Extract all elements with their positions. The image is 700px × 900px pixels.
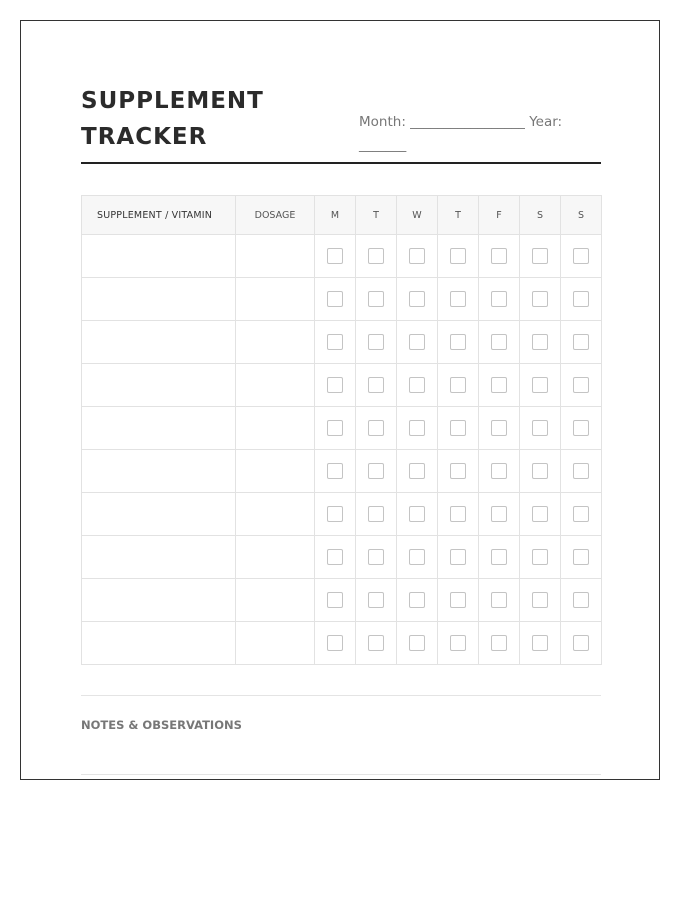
day-cell xyxy=(520,493,561,536)
supplement-cell[interactable] xyxy=(82,364,236,407)
day-cell xyxy=(479,579,520,622)
day-checkbox[interactable] xyxy=(368,377,384,393)
day-checkbox[interactable] xyxy=(573,549,589,565)
day-checkbox[interactable] xyxy=(327,549,343,565)
day-cell xyxy=(520,235,561,278)
column-header-supplement: SUPPLEMENT / VITAMIN xyxy=(82,196,236,235)
day-checkbox[interactable] xyxy=(532,248,548,264)
table-row xyxy=(82,278,602,321)
supplement-cell[interactable] xyxy=(82,579,236,622)
dosage-cell[interactable] xyxy=(236,536,315,579)
day-checkbox[interactable] xyxy=(409,592,425,608)
column-header-day: T xyxy=(356,196,397,235)
supplement-cell[interactable] xyxy=(82,622,236,665)
day-cell xyxy=(356,622,397,665)
day-checkbox[interactable] xyxy=(491,592,507,608)
notes-label: NOTES & OBSERVATIONS xyxy=(81,718,242,732)
day-cell xyxy=(397,579,438,622)
supplement-cell[interactable] xyxy=(82,235,236,278)
table-row xyxy=(82,235,602,278)
day-checkbox[interactable] xyxy=(409,549,425,565)
day-cell xyxy=(520,321,561,364)
day-checkbox[interactable] xyxy=(327,592,343,608)
day-cell xyxy=(479,450,520,493)
day-checkbox[interactable] xyxy=(327,291,343,307)
day-checkbox[interactable] xyxy=(573,248,589,264)
day-cell xyxy=(561,579,602,622)
table-row xyxy=(82,364,602,407)
day-cell xyxy=(479,407,520,450)
day-cell xyxy=(315,321,356,364)
day-checkbox[interactable] xyxy=(327,506,343,522)
day-checkbox[interactable] xyxy=(573,377,589,393)
day-checkbox[interactable] xyxy=(491,334,507,350)
day-cell xyxy=(356,579,397,622)
heading-divider xyxy=(81,162,601,164)
day-checkbox[interactable] xyxy=(368,592,384,608)
dosage-cell[interactable] xyxy=(236,407,315,450)
day-checkbox[interactable] xyxy=(573,635,589,651)
day-checkbox[interactable] xyxy=(368,635,384,651)
day-cell xyxy=(356,536,397,579)
day-cell xyxy=(397,493,438,536)
day-cell xyxy=(561,450,602,493)
day-checkbox[interactable] xyxy=(532,334,548,350)
day-cell xyxy=(315,235,356,278)
day-checkbox[interactable] xyxy=(368,334,384,350)
tracker-sheet xyxy=(20,20,660,780)
column-header-day: S xyxy=(520,196,561,235)
day-checkbox[interactable] xyxy=(409,334,425,350)
day-cell xyxy=(397,407,438,450)
day-checkbox[interactable] xyxy=(573,506,589,522)
day-checkbox[interactable] xyxy=(532,549,548,565)
dosage-cell[interactable] xyxy=(236,579,315,622)
day-checkbox[interactable] xyxy=(573,420,589,436)
dosage-cell[interactable] xyxy=(236,622,315,665)
day-cell xyxy=(438,536,479,579)
day-checkbox[interactable] xyxy=(491,291,507,307)
supplement-cell[interactable] xyxy=(82,278,236,321)
supplement-cell[interactable] xyxy=(82,493,236,536)
day-cell xyxy=(561,364,602,407)
column-header-dosage: DOSAGE xyxy=(236,196,315,235)
day-checkbox[interactable] xyxy=(491,377,507,393)
day-cell xyxy=(356,493,397,536)
day-checkbox[interactable] xyxy=(327,635,343,651)
day-cell xyxy=(315,364,356,407)
day-cell xyxy=(397,536,438,579)
day-checkbox[interactable] xyxy=(450,377,466,393)
day-cell xyxy=(397,364,438,407)
day-cell xyxy=(561,622,602,665)
day-checkbox[interactable] xyxy=(409,463,425,479)
day-checkbox[interactable] xyxy=(368,506,384,522)
day-cell xyxy=(561,493,602,536)
table-row xyxy=(82,407,602,450)
month-year-field[interactable]: Month: _________________ Year: _______ xyxy=(359,114,563,153)
day-cell xyxy=(438,278,479,321)
day-cell xyxy=(479,622,520,665)
day-cell xyxy=(356,278,397,321)
column-header-day: S xyxy=(561,196,602,235)
day-cell xyxy=(438,493,479,536)
day-checkbox[interactable] xyxy=(368,420,384,436)
day-checkbox[interactable] xyxy=(450,334,466,350)
day-cell xyxy=(315,536,356,579)
day-checkbox[interactable] xyxy=(491,248,507,264)
day-checkbox[interactable] xyxy=(532,377,548,393)
day-cell xyxy=(561,235,602,278)
day-cell xyxy=(397,450,438,493)
day-cell xyxy=(520,278,561,321)
column-header-day: T xyxy=(438,196,479,235)
table-row xyxy=(82,493,602,536)
day-checkbox[interactable] xyxy=(409,248,425,264)
day-cell xyxy=(479,321,520,364)
supplement-cell[interactable] xyxy=(82,450,236,493)
day-checkbox[interactable] xyxy=(573,334,589,350)
day-checkbox[interactable] xyxy=(409,291,425,307)
day-cell xyxy=(561,321,602,364)
day-cell xyxy=(520,407,561,450)
day-checkbox[interactable] xyxy=(409,506,425,522)
day-cell xyxy=(520,450,561,493)
column-header-day: F xyxy=(479,196,520,235)
day-checkbox[interactable] xyxy=(327,248,343,264)
day-checkbox[interactable] xyxy=(327,377,343,393)
dosage-cell[interactable] xyxy=(236,493,315,536)
dosage-cell[interactable] xyxy=(236,364,315,407)
notes-divider-top xyxy=(81,695,601,696)
dosage-cell[interactable] xyxy=(236,450,315,493)
day-checkbox[interactable] xyxy=(327,463,343,479)
supplement-cell[interactable] xyxy=(82,321,236,364)
table-row xyxy=(82,321,602,364)
day-checkbox[interactable] xyxy=(368,549,384,565)
day-cell xyxy=(356,235,397,278)
day-checkbox[interactable] xyxy=(491,463,507,479)
day-checkbox[interactable] xyxy=(450,291,466,307)
day-cell xyxy=(561,407,602,450)
day-checkbox[interactable] xyxy=(409,635,425,651)
day-checkbox[interactable] xyxy=(532,506,548,522)
table-body xyxy=(82,235,602,665)
table-row xyxy=(82,622,602,665)
day-cell xyxy=(315,622,356,665)
day-checkbox[interactable] xyxy=(491,420,507,436)
dosage-cell[interactable] xyxy=(236,321,315,364)
column-header-day: W xyxy=(397,196,438,235)
day-checkbox[interactable] xyxy=(450,248,466,264)
day-cell xyxy=(561,278,602,321)
day-cell xyxy=(561,536,602,579)
day-cell xyxy=(479,493,520,536)
supplement-cell[interactable] xyxy=(82,407,236,450)
day-cell xyxy=(438,235,479,278)
day-cell xyxy=(479,278,520,321)
notes-divider-bottom[interactable] xyxy=(81,774,601,775)
day-checkbox[interactable] xyxy=(532,635,548,651)
day-checkbox[interactable] xyxy=(409,420,425,436)
day-cell xyxy=(356,450,397,493)
day-cell xyxy=(438,364,479,407)
table-row xyxy=(82,579,602,622)
day-checkbox[interactable] xyxy=(409,377,425,393)
day-checkbox[interactable] xyxy=(532,291,548,307)
day-cell xyxy=(520,622,561,665)
day-checkbox[interactable] xyxy=(532,463,548,479)
day-checkbox[interactable] xyxy=(450,592,466,608)
day-cell xyxy=(315,579,356,622)
day-checkbox[interactable] xyxy=(532,420,548,436)
day-cell xyxy=(356,407,397,450)
day-checkbox[interactable] xyxy=(532,592,548,608)
day-checkbox[interactable] xyxy=(491,549,507,565)
day-checkbox[interactable] xyxy=(368,463,384,479)
day-checkbox[interactable] xyxy=(327,420,343,436)
day-checkbox[interactable] xyxy=(368,248,384,264)
day-cell xyxy=(438,450,479,493)
day-checkbox[interactable] xyxy=(450,463,466,479)
day-cell xyxy=(356,321,397,364)
day-cell xyxy=(438,579,479,622)
day-checkbox[interactable] xyxy=(450,635,466,651)
table-row xyxy=(82,450,602,493)
day-cell xyxy=(397,321,438,364)
column-header-day: M xyxy=(315,196,356,235)
day-cell xyxy=(315,407,356,450)
day-checkbox[interactable] xyxy=(491,635,507,651)
day-checkbox[interactable] xyxy=(573,463,589,479)
day-cell xyxy=(479,364,520,407)
day-cell xyxy=(315,278,356,321)
day-cell xyxy=(438,622,479,665)
day-cell xyxy=(479,536,520,579)
day-cell xyxy=(356,364,397,407)
day-checkbox[interactable] xyxy=(368,291,384,307)
supplement-cell[interactable] xyxy=(82,536,236,579)
day-checkbox[interactable] xyxy=(450,420,466,436)
dosage-cell[interactable] xyxy=(236,235,315,278)
day-cell xyxy=(315,450,356,493)
dosage-cell[interactable] xyxy=(236,278,315,321)
table-row xyxy=(82,536,602,579)
day-cell xyxy=(520,536,561,579)
day-cell xyxy=(520,579,561,622)
day-checkbox[interactable] xyxy=(491,506,507,522)
day-checkbox[interactable] xyxy=(450,549,466,565)
day-cell xyxy=(438,407,479,450)
day-cell xyxy=(397,235,438,278)
day-cell xyxy=(520,364,561,407)
table-header-row xyxy=(82,196,602,235)
day-checkbox[interactable] xyxy=(450,506,466,522)
day-cell xyxy=(397,278,438,321)
day-cell xyxy=(315,493,356,536)
day-checkbox[interactable] xyxy=(327,334,343,350)
day-cell xyxy=(479,235,520,278)
day-cell xyxy=(397,622,438,665)
page-title: SUPPLEMENT TRACKER xyxy=(81,88,264,150)
day-checkbox[interactable] xyxy=(573,592,589,608)
day-checkbox[interactable] xyxy=(573,291,589,307)
day-cell xyxy=(438,321,479,364)
tracker-table xyxy=(81,195,602,665)
